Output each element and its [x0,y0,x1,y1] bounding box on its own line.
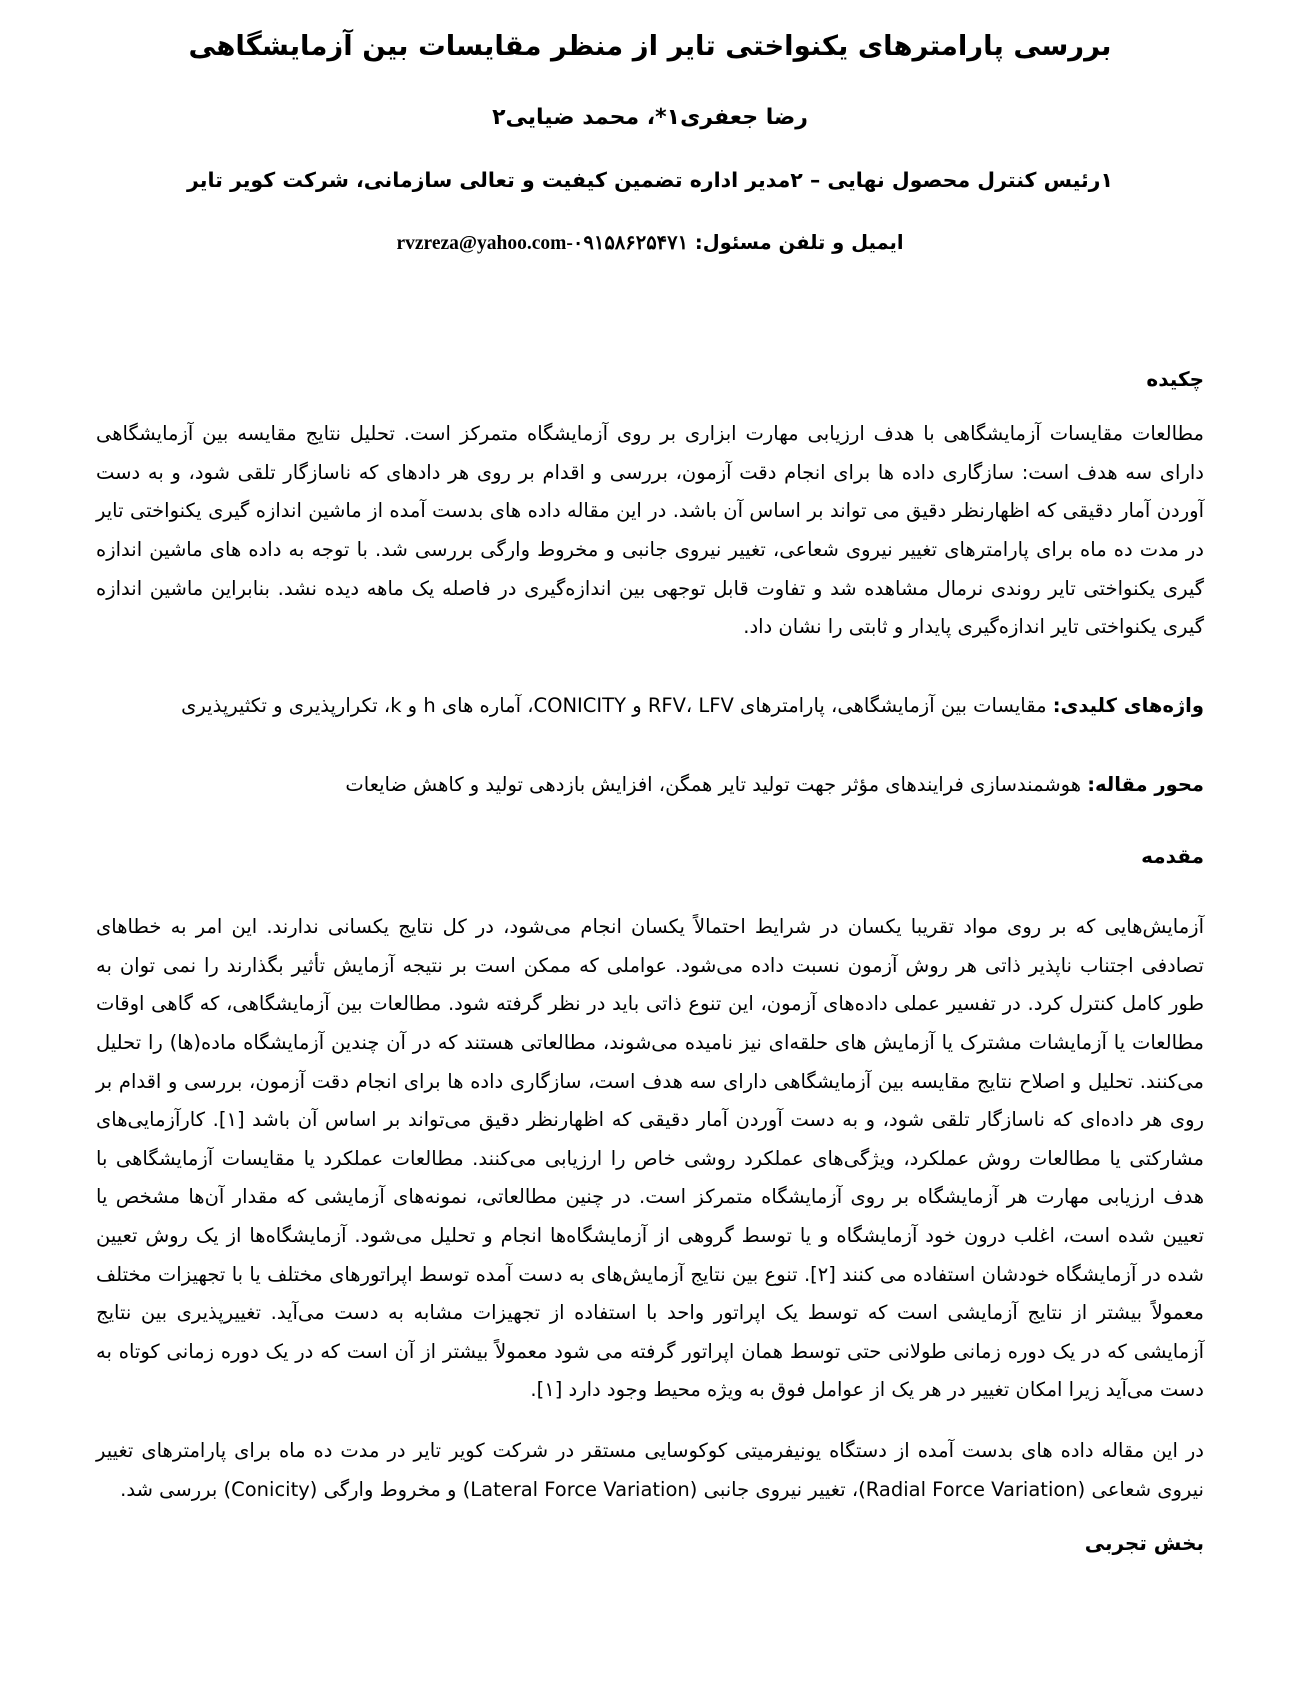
keywords-text: مقایسات بین آزمایشگاهی، پارامترهای RFV، LFV و CONICITY، آماره های h و k، تکرارپذیری و تکثیرپذیری [181,693,1047,717]
abstract-heading: چکیده [1146,367,1204,392]
affiliation-line: ۱رئیس کنترل محصول نهایی – ۲مدیر اداره تضمین کیفیت و تعالی سازمانی، شرکت کویر تایر [187,168,1113,193]
experimental-heading: بخش تجربی [1084,1531,1204,1556]
corresponding-contact [96,227,1204,259]
spacer [96,748,1204,766]
introduction-heading: مقدمه [1141,844,1204,869]
authors-line: رضا جعفری۱*، محمد ضیایی۲ [492,105,808,131]
vertical-gap [96,259,1204,367]
contact-value: rvzreza@yahoo.com-۰۹۱۵۸۶۲۵۴۷۱ [396,233,689,255]
introduction-paragraph-1: آزمایش‌هایی که بر روی مواد تقریبا یکسان در شرایط احتمالاً یکسان انجام می‌شود، در کل نتایج یکسانی ندارند. این امر به خطاهای تصادفی اجتناب ناپذیر ذاتی هر روش آزمون نسبت داده می‌شود. عواملی که ممکن است بر نتیجه آزمایش تأثیر بگذارند را نمی توان به طور کامل کنترل کرد. در تفسیر عملی داده‌های آزمون، این تنوع ذاتی باید در نظر گرفته شود. مطالعات بین آزمایشگاهی، که گاهی اوقات مطالعات یا آزمایشات مشترک یا آزمایش های حلقه‌ای نیز نامیده می‌شوند، مطالعاتی هستند که در آن چندین آزمایشگاه ماده(ها) را تحلیل می‌کنند. تحلیل و اصلاح نتایج مقایسه بین آزمایشگاهی دارای سه هدف است، سازگاری داده ها برای انجام دقت آزمون، بررسی و اقدام بر روی هر داده‌ای که ناسازگار تلقی شود، و به دست آوردن آمار دقیقی که اظهارنظر دقیق می‌تواند بر اساس آن باشد [۱]. کارآزمایی‌های مشارکتی یا مطالعات روش عملکرد، ویژگی‌های عملکرد روشی خاص را ارزیابی می‌کنند. مطالعات عملکرد یا مقایسات آزمایشگاهی با هدف ارزیابی مهارت هر آزمایشگاه بر روی آزمایشگاه متمرکز است. در چنین مطالعاتی، نمونه‌های آزمایشی که مقدار آن‌ها مشخص یا تعیین شده است، اغلب درون خود آزمایشگاه و یا توسط گروهی از آزمایشگاه‌ها انجام و تحلیل می‌شود. آزمایشگاه‌ها از یک روش تعیین شده در آزمایشگاه خودشان استفاده می کنند [۲]. تنوع بین نتایج آزمایش‌های به دست آمده توسط اپراتورهای مختلف یا با تجهیزات مختلف معمولاً بیشتر از نتایج آزمایشی است که توسط یک اپراتور واحد با استفاده از تجهیزات مشابه به دست می‌آید. تغییرپذیری بین نتایج آزمایشی که در یک دوره زمانی طولانی حتی توسط همان اپراتور گرفته می شود معمولاً بیشتر از آن است که در یک دوره زمانی کوتاه به دست می‌آید زیرا امکان تغییر در هر یک از عوامل فوق به ویژه محیط وجود دارد [۱]. [96,915,1204,1402]
page-title: بررسی پارامترهای یکنواختی تایر از منظر مقایسات بین آزمایشگاهی [188,30,1112,62]
keywords-line [96,687,1204,726]
abstract-text: مطالعات مقایسات آزمایشگاهی با هدف ارزیابی مهارت ابزاری بر روی آزمایشگاه متمرکز است. تحلیل نتایج مقایسه بین آزمایشگاهی دارای سه هدف است: سازگاری داده ها برای انجام دقت آزمون، بررسی و اقدام بر روی هر دادهای که ناسازگار تلقی شود، و به دست آوردن آمار دقیقی که اظهارنظر دقیق می تواند بر اساس آن باشد. در این مقاله داده های بدست آمده از ماشین اندازه گیری یکنواختی تایر در مدت ده ماه برای پارامترهای تغییر نیروی شعاعی، تغییر نیروی جانبی و مخروط وارگی بررسی شد. با توجه به داده های ماشین اندازه گیری یکنواختی تایر روندی نرمال مشاهده شد و تفاوت قابل توجهی بین اندازه‌گیری در فاصله یک ماهه دیده نشد. بنابراین ماشین اندازه گیری یکنواختی تایر اندازه‌گیری پایدار و ثابتی را نشان داد. [96,422,1204,639]
spacer [96,669,1204,687]
topic-text: هوشمندسازی فرایندهای مؤثر جهت تولید تایر همگن، افزایش بازدهی تولید و کاهش ضایعات [345,772,1082,796]
keywords-label: واژه‌های کلیدی: [1052,693,1204,717]
contact-label: ایمیل و تلفن مسئول: [694,231,904,255]
spacer [96,890,1204,908]
introduction-paragraph-2: در این مقاله داده های بدست آمده از دستگاه یونیفرمیتی کوکوسایی مستقر در شرکت کویر تایر در مدت ده ماه برای پارامترهای تغییر نیروی شعاعی (Radial Force Variation)، تغییر نیروی جانبی (Lateral Force Variation) و مخروط وارگی (Conicity) بررسی شد. [96,1439,1204,1501]
topic-line [96,766,1204,805]
topic-label: محور مقاله: [1087,772,1204,796]
spacer [96,826,1204,844]
